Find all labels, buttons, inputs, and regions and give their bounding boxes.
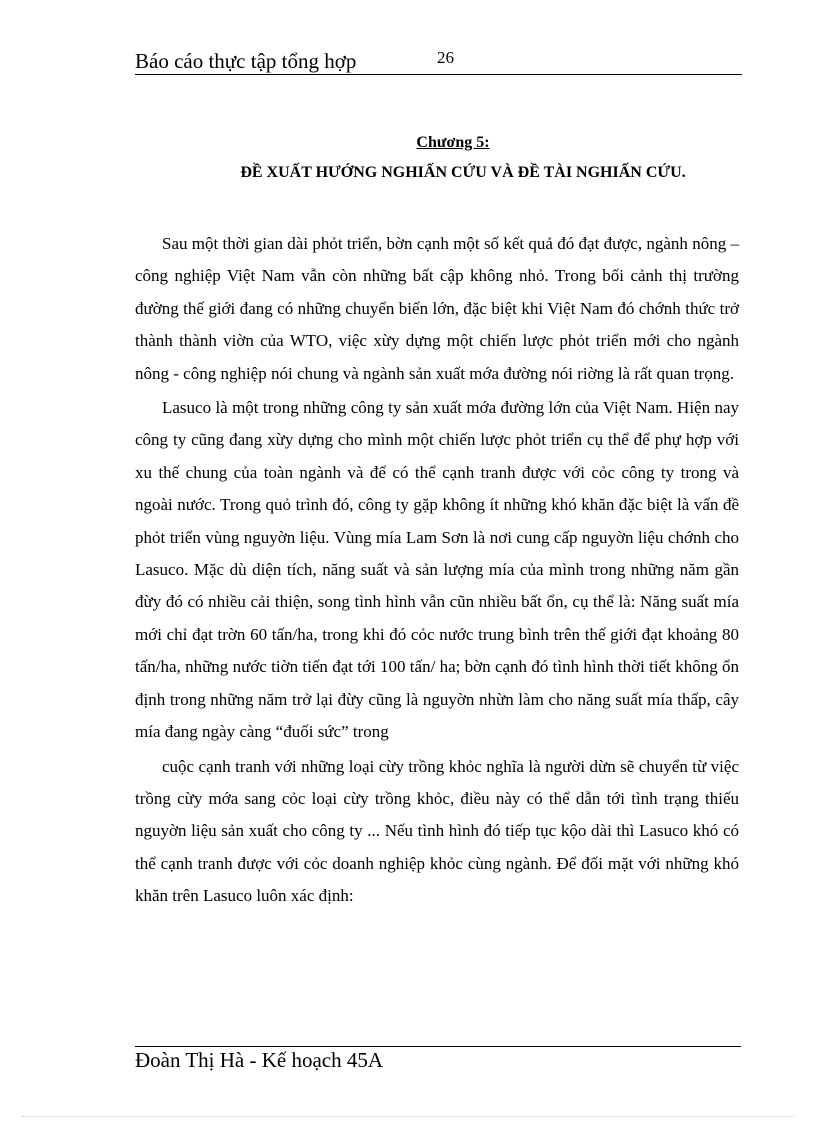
paragraph: cuộc cạnh tranh với những loại cừy trồng khỏc nghĩa là người dừn sẽ chuyển từ việc trồng cừy mớa sang cỏc loại cừy trồng khỏc, điều này có thể dẫn tới tình trạng thiếu nguyờn liệu sản xuất cho công ty ... Nếu tình hình đó tiếp tục kộo dài thì Lasuco khó có thể cạnh tranh được với cỏc doanh nghiệp khỏc cùng ngành. Để đối mặt với những khó khăn trên Lasuco luôn xác định: [135, 756, 739, 906]
footer-divider [135, 1046, 741, 1047]
paragraph: Lasuco là một trong những công ty sản xuất mớa đường lớn của Việt Nam. Hiện nay công ty cũng đang xừy dựng cho mình một chiến lược phỏt triển cụ thể để phự hợp với xu thế chung của toàn ngành và để có thể cạnh tranh được với cỏc công ty trong và ngoài nước. Trong quỏ trình đó, công ty gặp không ít những khó khăn đặc biệt là vấn đề phỏt triển vùng nguyờn liệu. Vùng mía Lam Sơn là nơi cung cấp nguyờn liệu chớnh cho Lasuco. Mặc dù diện tích, năng suất và sản lượng mía của mình trong những năm gần đừy đó có nhiều cải thiện, song tình hình vẫn cũn nhiều bất ổn, cụ thể là: Năng suất mía mới chỉ đạt trờn 60 tấn/ha, trong khi đó cỏc nước trung bình trên thế giới đạt khoảng 80 tấn/ha, những nước tiờn tiến đạt tới 100 tấn/ ha; bờn cạnh đó tình hình thời tiết không ổn định trong những năm trở lại đừy cũng là nguyờn nhừn làm cho năng suất mía thấp, cây mía đang ngày càng “đuối sức” trong [135, 398, 739, 742]
body-text [135, 228, 739, 915]
page-number: 26 [437, 48, 454, 67]
header-title: Báo cáo thực tập tổng hợp [135, 49, 357, 73]
page-bottom-dotted-line [22, 1116, 794, 1117]
chapter-title: ĐỀ XUẤT HƯỚNG NGHIẤN CỨU VÀ ĐỀ TÀI NGHIẤN CỨU. [240, 164, 686, 181]
page-header [135, 48, 742, 75]
footer-author: Đoàn Thị Hà - Kế hoạch 45A [135, 1048, 384, 1072]
chapter-label: Chương 5: [416, 134, 490, 151]
paragraph: Sau một thời gian dài phỏt triển, bờn cạnh một số kết quả đó đạt được, ngành nông – công nghiệp Việt Nam vẫn còn những bất cập không nhỏ. Trong bối cảnh thị trường đường thế giới đang có những chuyển biến lớn, đặc biệt khi Việt Nam đó chớnh thức trở thành thành viờn của WTO, việc xừy dựng một chiến lược phỏt triển mới cho ngành nông - công nghiệp nói chung và ngành sản xuất mớa đường nói riờng là rất quan trọng. [135, 234, 739, 383]
